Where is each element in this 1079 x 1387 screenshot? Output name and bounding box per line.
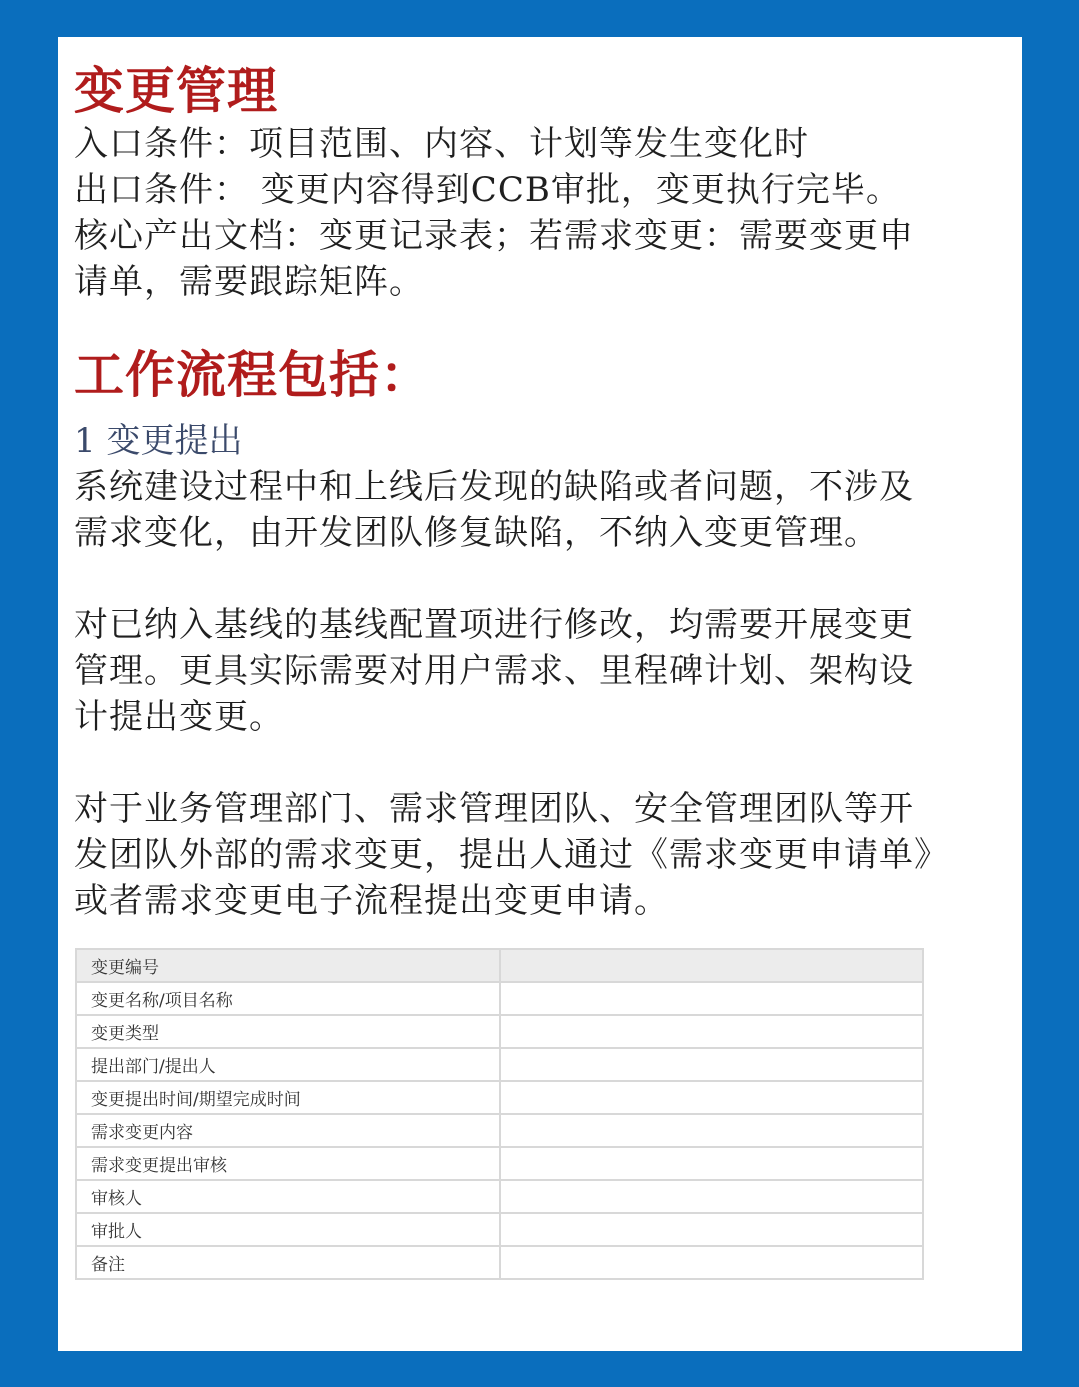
field-label: 变更编号 <box>76 949 500 982</box>
table-row <box>76 982 923 1015</box>
workflow-title: 工作流程包括： <box>74 345 431 404</box>
core-output-line: 核心产出文档：变更记录表；若需求变更：需要变更申 <box>74 216 914 256</box>
paragraph-line: 对已纳入基线的基线配置项进行修改，均需要开展变更 <box>74 605 914 645</box>
field-value-cell[interactable] <box>500 1213 923 1246</box>
table-row <box>76 1246 923 1279</box>
paragraph-line: 需求变化，由开发团队修复缺陷，不纳入变更管理。 <box>74 513 879 553</box>
field-value-cell[interactable] <box>500 1015 923 1048</box>
field-label: 提出部门/提出人 <box>76 1048 500 1081</box>
field-value-cell[interactable] <box>500 949 923 982</box>
field-label: 需求变更内容 <box>76 1114 500 1147</box>
field-label: 审核人 <box>76 1180 500 1213</box>
paragraph-baseline <box>74 602 914 740</box>
table-row <box>76 1015 923 1048</box>
table-row <box>76 1180 923 1213</box>
field-value-cell[interactable] <box>500 1147 923 1180</box>
document-card <box>58 37 1022 1351</box>
field-label: 需求变更提出审核 <box>76 1147 500 1180</box>
core-output-line-continued: 请单，需要跟踪矩阵。 <box>74 262 424 302</box>
paragraph-line: 管理。更具实际需要对用户需求、里程碑计划、架构设 <box>74 651 914 691</box>
paragraph-line: 计提出变更。 <box>74 697 284 737</box>
field-value-cell[interactable] <box>500 982 923 1015</box>
paragraph-defects <box>74 464 914 556</box>
paragraph-line: 系统建设过程中和上线后发现的缺陷或者问题，不涉及 <box>74 467 914 507</box>
field-value-cell[interactable] <box>500 1114 923 1147</box>
field-label: 变更提出时间/期望完成时间 <box>76 1081 500 1114</box>
paragraph-line: 对于业务管理部门、需求管理团队、安全管理团队等开 <box>74 789 914 829</box>
field-label: 备注 <box>76 1246 500 1279</box>
field-label: 变更名称/项目名称 <box>76 982 500 1015</box>
exit-condition-line: 出口条件： 变更内容得到CCB审批，变更执行完毕。 <box>74 170 901 210</box>
paragraph-line: 或者需求变更电子流程提出变更申请。 <box>74 881 669 921</box>
table-row <box>76 1147 923 1180</box>
table-row <box>76 1114 923 1147</box>
paragraph-line: 发团队外部的需求变更，提出人通过《需求变更申请单》 <box>74 835 949 875</box>
entry-condition-line: 入口条件：项目范围、内容、计划等发生变化时 <box>74 124 809 164</box>
paragraph-external-request <box>74 786 949 924</box>
change-request-form-table <box>75 948 924 1280</box>
field-value-cell[interactable] <box>500 1180 923 1213</box>
field-label: 变更类型 <box>76 1015 500 1048</box>
table-row <box>76 1048 923 1081</box>
field-value-cell[interactable] <box>500 1246 923 1279</box>
step-title: 1 变更提出 <box>74 421 243 461</box>
table-row <box>76 1081 923 1114</box>
table-row <box>76 1213 923 1246</box>
section-title: 变更管理 <box>74 61 278 120</box>
field-value-cell[interactable] <box>500 1048 923 1081</box>
table-row <box>76 949 923 982</box>
field-label: 审批人 <box>76 1213 500 1246</box>
field-value-cell[interactable] <box>500 1081 923 1114</box>
